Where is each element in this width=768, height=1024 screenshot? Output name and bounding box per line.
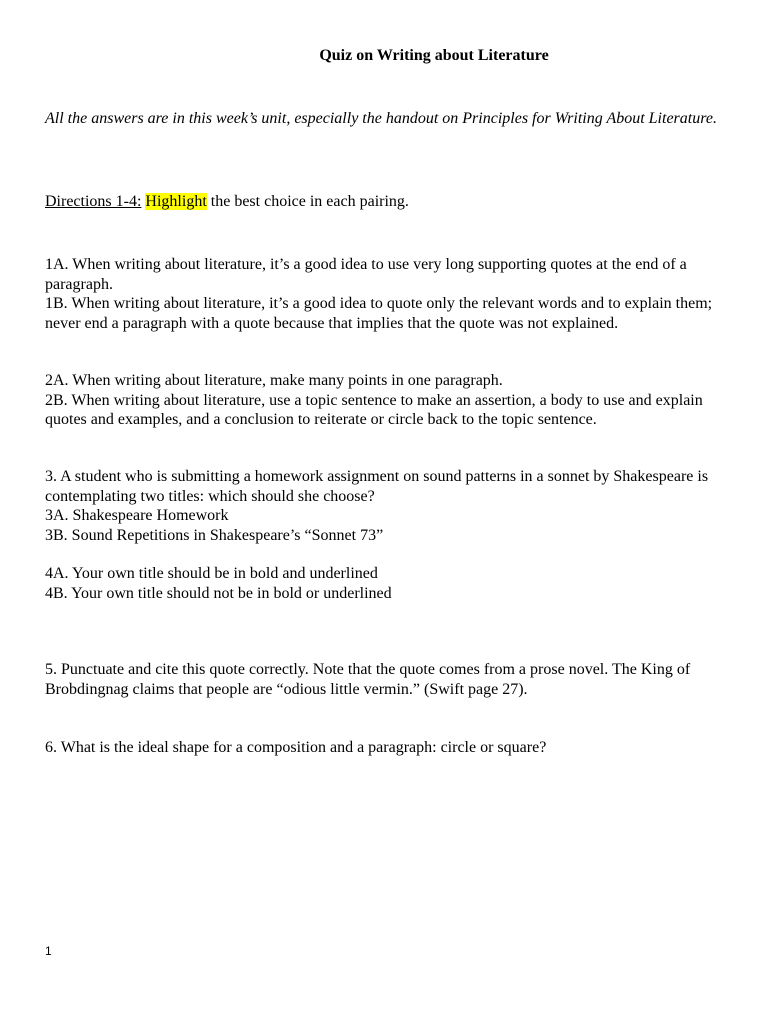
question-3b: 3B. Sound Repetitions in Shakespeare’s “Sonnet 73”: [45, 526, 384, 544]
question-1a: 1A. When writing about literature, it’s a good idea to use very long supporting quotes at the end of a paragraph.: [45, 256, 687, 293]
highlight-word: Highlight: [145, 193, 207, 210]
question-6: 6. What is the ideal shape for a composition and a paragraph: circle or square?: [45, 739, 547, 756]
question-2a: 2A. When writing about literature, make many points in one paragraph.: [45, 372, 503, 389]
directions-text: the best choice in each pairing.: [206, 193, 409, 210]
question-1b: 1B. When writing about literature, it’s a good idea to quote only the relevant words and to explain them; never end a paragraph with a quote because that implies that the quote was not explained.: [45, 295, 713, 332]
directions-paragraph: [45, 192, 725, 212]
question-3a: 3A. Shakespeare Homework: [45, 507, 229, 524]
question-1: [45, 255, 725, 333]
question-4: [45, 564, 725, 603]
question-5: 5. Punctuate and cite this quote correctly. Note that the quote comes from a prose novel. The King of Brobdingnag claims that people are “odious little vermin.” (Swift page 27).: [45, 661, 691, 698]
document-title: Quiz on Writing about Literature: [319, 47, 549, 64]
question-4a: 4A. Your own title should be in bold and underlined: [45, 565, 378, 582]
page-number: 1: [45, 944, 52, 958]
directions-label: Directions 1-4:: [45, 193, 142, 210]
question-2b: 2B. When writing about literature, use a topic sentence to make an assertion, a body to use and explain quotes and examples, and a conclusion to reiterate or circle back to the topic sentence.: [45, 391, 703, 428]
question-2: [45, 371, 725, 430]
question-4b: 4B. Your own title should not be in bold or underlined: [45, 584, 392, 602]
question-3: [45, 467, 725, 545]
question-3-prompt: 3. A student who is submitting a homework assignment on sound patterns in a sonnet by Shakespeare is contemplating two titles: which should she choose?: [45, 468, 709, 505]
intro-paragraph: All the answers are in this week’s unit, especially the handout on Principles for Writing About Literature.: [45, 110, 717, 127]
